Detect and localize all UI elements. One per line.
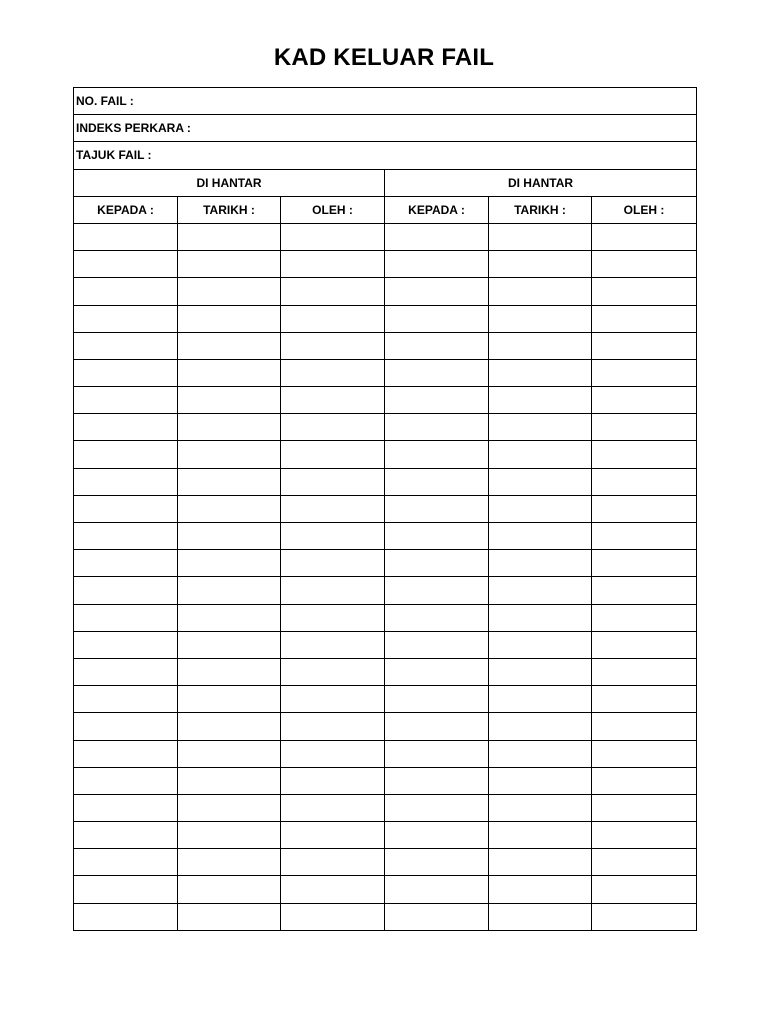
- entry-cell: [74, 849, 178, 876]
- column-header-date: TARIKH :: [489, 196, 592, 223]
- entry-cell: [74, 251, 178, 278]
- entry-cell: [489, 849, 592, 876]
- field-row-file-title: [74, 142, 697, 169]
- entry-cell: [385, 359, 489, 386]
- entry-cell: [281, 468, 385, 495]
- entry-cell: [489, 713, 592, 740]
- table-row: [74, 713, 697, 740]
- entry-cell: [74, 332, 178, 359]
- entry-cell: [385, 849, 489, 876]
- entry-cell: [74, 713, 178, 740]
- entry-cell: [281, 631, 385, 658]
- entry-cell: [489, 495, 592, 522]
- entry-cell: [592, 686, 697, 713]
- entry-cell: [385, 876, 489, 903]
- entry-cell: [74, 604, 178, 631]
- entry-cell: [592, 577, 697, 604]
- field-row-file-number: [74, 88, 697, 115]
- entry-cell: [592, 359, 697, 386]
- table-row: [74, 631, 697, 658]
- entry-cell: [592, 332, 697, 359]
- entry-cell: [178, 740, 281, 767]
- entry-cell: [489, 359, 592, 386]
- entry-cell: [385, 495, 489, 522]
- entry-cell: [592, 278, 697, 305]
- entry-cell: [385, 658, 489, 685]
- entry-cell: [489, 604, 592, 631]
- entry-cell: [74, 658, 178, 685]
- table-row: [74, 251, 697, 278]
- entry-cell: [385, 713, 489, 740]
- table-row: [74, 495, 697, 522]
- entry-cell: [489, 523, 592, 550]
- entry-cell: [178, 604, 281, 631]
- entry-cell: [592, 849, 697, 876]
- entry-cell: [592, 441, 697, 468]
- subject-index-label: INDEKS PERKARA :: [74, 115, 697, 142]
- table-row: [74, 387, 697, 414]
- entry-cell: [385, 822, 489, 849]
- entry-cell: [74, 631, 178, 658]
- entry-cell: [385, 523, 489, 550]
- entry-cell: [592, 387, 697, 414]
- table-row: [74, 359, 697, 386]
- table-row: [74, 794, 697, 821]
- entry-cell: [489, 305, 592, 332]
- entry-cell: [385, 441, 489, 468]
- entry-cell: [281, 822, 385, 849]
- entry-cell: [178, 631, 281, 658]
- entry-cell: [74, 359, 178, 386]
- entry-cell: [385, 767, 489, 794]
- entry-cell: [385, 223, 489, 250]
- table-row: [74, 658, 697, 685]
- table-row: [74, 604, 697, 631]
- entry-cell: [489, 387, 592, 414]
- entry-cell: [281, 305, 385, 332]
- entry-cell: [178, 577, 281, 604]
- entry-cell: [281, 686, 385, 713]
- entry-cell: [178, 822, 281, 849]
- entry-cell: [489, 686, 592, 713]
- entry-cell: [281, 740, 385, 767]
- file-number-label: NO. FAIL :: [74, 88, 697, 115]
- group-header-right: DI HANTAR: [385, 169, 697, 196]
- entry-cell: [489, 903, 592, 930]
- entry-cell: [592, 414, 697, 441]
- entry-cell: [592, 251, 697, 278]
- entry-cell: [592, 604, 697, 631]
- entry-cell: [74, 495, 178, 522]
- entry-cell: [385, 903, 489, 930]
- table-row: [74, 332, 697, 359]
- entry-cell: [74, 903, 178, 930]
- entry-cell: [592, 713, 697, 740]
- entry-cell: [178, 414, 281, 441]
- table-row: [74, 278, 697, 305]
- entry-cell: [489, 251, 592, 278]
- entry-cell: [178, 278, 281, 305]
- entry-cell: [592, 305, 697, 332]
- entry-cell: [178, 468, 281, 495]
- entry-cell: [178, 251, 281, 278]
- entry-cell: [281, 794, 385, 821]
- entry-cell: [178, 686, 281, 713]
- entry-cell: [281, 523, 385, 550]
- entry-cell: [281, 713, 385, 740]
- entry-cell: [489, 740, 592, 767]
- entry-cell: [592, 523, 697, 550]
- entry-cell: [178, 387, 281, 414]
- entry-cell: [281, 414, 385, 441]
- table-row: [74, 550, 697, 577]
- entry-cell: [489, 577, 592, 604]
- entry-cell: [489, 278, 592, 305]
- table-row: [74, 305, 697, 332]
- entry-cell: [178, 876, 281, 903]
- entry-cell: [281, 658, 385, 685]
- entry-cell: [385, 631, 489, 658]
- entry-cell: [489, 876, 592, 903]
- entry-cell: [592, 876, 697, 903]
- column-header-row: [74, 196, 697, 223]
- entry-cell: [489, 550, 592, 577]
- entry-cell: [592, 495, 697, 522]
- entry-cell: [281, 223, 385, 250]
- file-out-card-table: [73, 87, 697, 931]
- entry-cell: [178, 441, 281, 468]
- entry-cell: [592, 740, 697, 767]
- entry-cell: [592, 468, 697, 495]
- table-row: [74, 903, 697, 930]
- entry-cell: [489, 441, 592, 468]
- entry-cell: [592, 550, 697, 577]
- entry-cell: [489, 631, 592, 658]
- entry-cell: [178, 903, 281, 930]
- entry-cell: [74, 550, 178, 577]
- entry-cell: [281, 359, 385, 386]
- entry-cell: [74, 414, 178, 441]
- entry-cell: [74, 387, 178, 414]
- entry-cell: [178, 794, 281, 821]
- table-row: [74, 686, 697, 713]
- entry-cell: [385, 794, 489, 821]
- group-header-left: DI HANTAR: [74, 169, 385, 196]
- entry-cell: [489, 822, 592, 849]
- entry-cell: [281, 577, 385, 604]
- entry-cell: [281, 849, 385, 876]
- entry-cell: [178, 550, 281, 577]
- table-row: [74, 849, 697, 876]
- column-header-to: KEPADA :: [385, 196, 489, 223]
- table-row: [74, 223, 697, 250]
- entry-cell: [592, 658, 697, 685]
- entry-cell: [385, 251, 489, 278]
- entry-cell: [281, 876, 385, 903]
- entry-cell: [489, 658, 592, 685]
- entry-cell: [74, 876, 178, 903]
- entry-cell: [489, 414, 592, 441]
- entry-cell: [74, 686, 178, 713]
- entry-cell: [74, 441, 178, 468]
- entry-cell: [281, 903, 385, 930]
- entry-cell: [385, 387, 489, 414]
- entry-cell: [281, 441, 385, 468]
- entry-cell: [385, 740, 489, 767]
- entry-cell: [74, 822, 178, 849]
- entry-cell: [592, 223, 697, 250]
- table-row: [74, 876, 697, 903]
- entry-cell: [74, 468, 178, 495]
- entry-cell: [74, 523, 178, 550]
- entry-cell: [74, 223, 178, 250]
- entry-cell: [281, 767, 385, 794]
- entry-cell: [489, 468, 592, 495]
- table-row: [74, 822, 697, 849]
- entry-cell: [178, 658, 281, 685]
- entry-cell: [385, 305, 489, 332]
- entry-cell: [178, 305, 281, 332]
- table-row: [74, 767, 697, 794]
- entry-cell: [385, 686, 489, 713]
- column-header-date: TARIKH :: [178, 196, 281, 223]
- entry-cell: [74, 794, 178, 821]
- entry-cell: [74, 577, 178, 604]
- entry-cell: [74, 278, 178, 305]
- entry-cell: [489, 332, 592, 359]
- entry-cell: [489, 767, 592, 794]
- column-header-by: OLEH :: [592, 196, 697, 223]
- entry-cell: [385, 414, 489, 441]
- entry-cell: [592, 767, 697, 794]
- column-header-to: KEPADA :: [74, 196, 178, 223]
- entry-cell: [178, 849, 281, 876]
- table-row: [74, 441, 697, 468]
- entry-cell: [385, 278, 489, 305]
- entry-cell: [592, 822, 697, 849]
- entry-cell: [592, 794, 697, 821]
- table-row: [74, 468, 697, 495]
- entry-cell: [178, 767, 281, 794]
- table-row: [74, 577, 697, 604]
- table-row: [74, 740, 697, 767]
- page-title: KAD KELUAR FAIL: [273, 44, 495, 71]
- entry-cell: [281, 604, 385, 631]
- entry-cell: [489, 223, 592, 250]
- entry-cell: [178, 523, 281, 550]
- entry-cell: [385, 577, 489, 604]
- entry-cell: [74, 740, 178, 767]
- entry-cell: [281, 387, 385, 414]
- entry-cell: [592, 631, 697, 658]
- entry-cell: [385, 468, 489, 495]
- table-row: [74, 414, 697, 441]
- entry-cell: [385, 332, 489, 359]
- entry-cell: [74, 767, 178, 794]
- entry-cell: [178, 332, 281, 359]
- entry-cell: [178, 713, 281, 740]
- column-header-by: OLEH :: [281, 196, 385, 223]
- entry-cell: [281, 495, 385, 522]
- entry-cell: [281, 278, 385, 305]
- table-row: [74, 523, 697, 550]
- entry-cell: [178, 495, 281, 522]
- field-row-subject-index: [74, 115, 697, 142]
- entry-cell: [74, 305, 178, 332]
- entry-cell: [489, 794, 592, 821]
- entry-cell: [178, 223, 281, 250]
- entry-cell: [178, 359, 281, 386]
- entry-cell: [385, 604, 489, 631]
- entry-cell: [592, 903, 697, 930]
- entry-cell: [281, 251, 385, 278]
- group-header-row: [74, 169, 697, 196]
- entry-cell: [281, 550, 385, 577]
- file-title-label: TAJUK FAIL :: [74, 142, 697, 169]
- entry-cell: [281, 332, 385, 359]
- entry-cell: [385, 550, 489, 577]
